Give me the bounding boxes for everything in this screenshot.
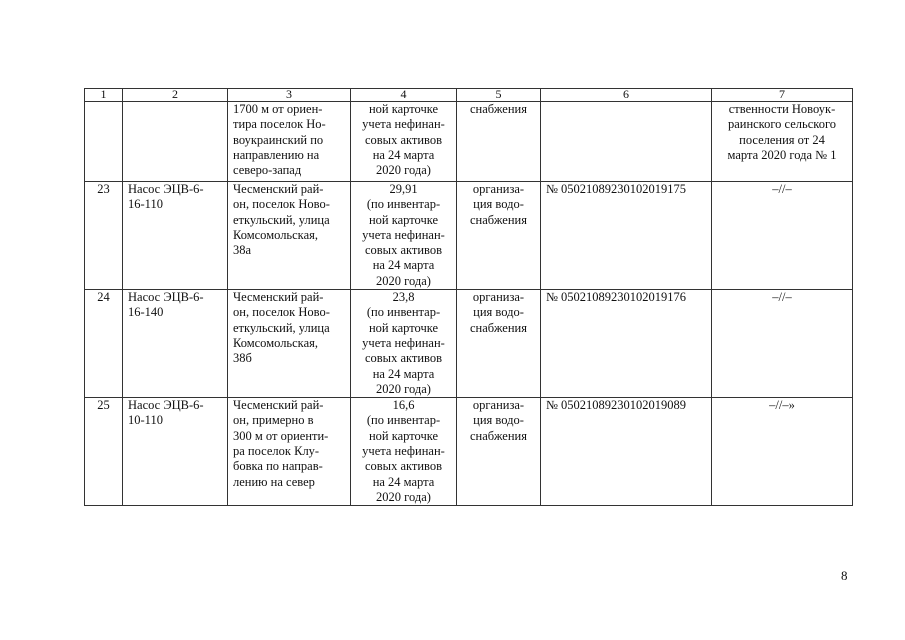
table-row [85, 182, 853, 290]
property-table [84, 88, 853, 506]
address-cell: Чесменский рай- он, примерно в 300 м от ориенти- ра поселок Клу- бовка по направ- лению на север [228, 398, 351, 506]
holder-cell: организа- ция водо- снабжения [457, 290, 541, 398]
page-number: 8 [841, 568, 848, 583]
holder-cell: организа- ция водо- снабжения [457, 398, 541, 506]
cost-cell: 29,91 (по инвентар- ной карточке учета нефинан- совых активов на 24 марта 2020 года) [351, 182, 457, 290]
header-cell: 4 [351, 89, 457, 102]
inventory-number-cell: № 05021089230102019175 [541, 182, 712, 290]
row-number-cell: 25 [85, 398, 123, 506]
header-cell: 6 [541, 89, 712, 102]
object-name-cell: Насос ЭЦВ-6- 16-110 [123, 182, 228, 290]
object-name-cell: Насос ЭЦВ-6- 16-140 [123, 290, 228, 398]
inventory-number-cell [541, 102, 712, 182]
object-name-cell [123, 102, 228, 182]
header-cell: 1 [85, 89, 123, 102]
inventory-number-cell: № 05021089230102019089 [541, 398, 712, 506]
holder-cell: организа- ция водо- снабжения [457, 182, 541, 290]
basis-cell: –//–» [712, 398, 853, 506]
holder-cell: снабжения [457, 102, 541, 182]
cost-cell: ной карточке учета нефинан- совых активов на 24 марта 2020 года) [351, 102, 457, 182]
row-number-cell: 24 [85, 290, 123, 398]
table-header-row [85, 89, 853, 102]
row-number-cell: 23 [85, 182, 123, 290]
row-number-cell [85, 102, 123, 182]
header-cell: 7 [712, 89, 853, 102]
header-cell: 5 [457, 89, 541, 102]
basis-cell: ственности Новоук- раинского сельского поселения от 24 марта 2020 года № 1 [712, 102, 853, 182]
table-row [85, 290, 853, 398]
address-cell: Чесменский рай- он, поселок Ново- еткульский, улица Комсомольская, 38а [228, 182, 351, 290]
table-row [85, 102, 853, 182]
header-cell: 3 [228, 89, 351, 102]
address-cell: 1700 м от ориен- тира поселок Но- воукраинский по направлению на северо-запад [228, 102, 351, 182]
address-cell: Чесменский рай- он, поселок Ново- еткульский, улица Комсомольская, 38б [228, 290, 351, 398]
cost-cell: 23,8 (по инвентар- ной карточке учета нефинан- совых активов на 24 марта 2020 года) [351, 290, 457, 398]
header-cell: 2 [123, 89, 228, 102]
object-name-cell: Насос ЭЦВ-6- 10-110 [123, 398, 228, 506]
table-row [85, 398, 853, 506]
basis-cell: –//– [712, 182, 853, 290]
basis-cell: –//– [712, 290, 853, 398]
cost-cell: 16,6 (по инвентар- ной карточке учета нефинан- совых активов на 24 марта 2020 года) [351, 398, 457, 506]
inventory-number-cell: № 05021089230102019176 [541, 290, 712, 398]
